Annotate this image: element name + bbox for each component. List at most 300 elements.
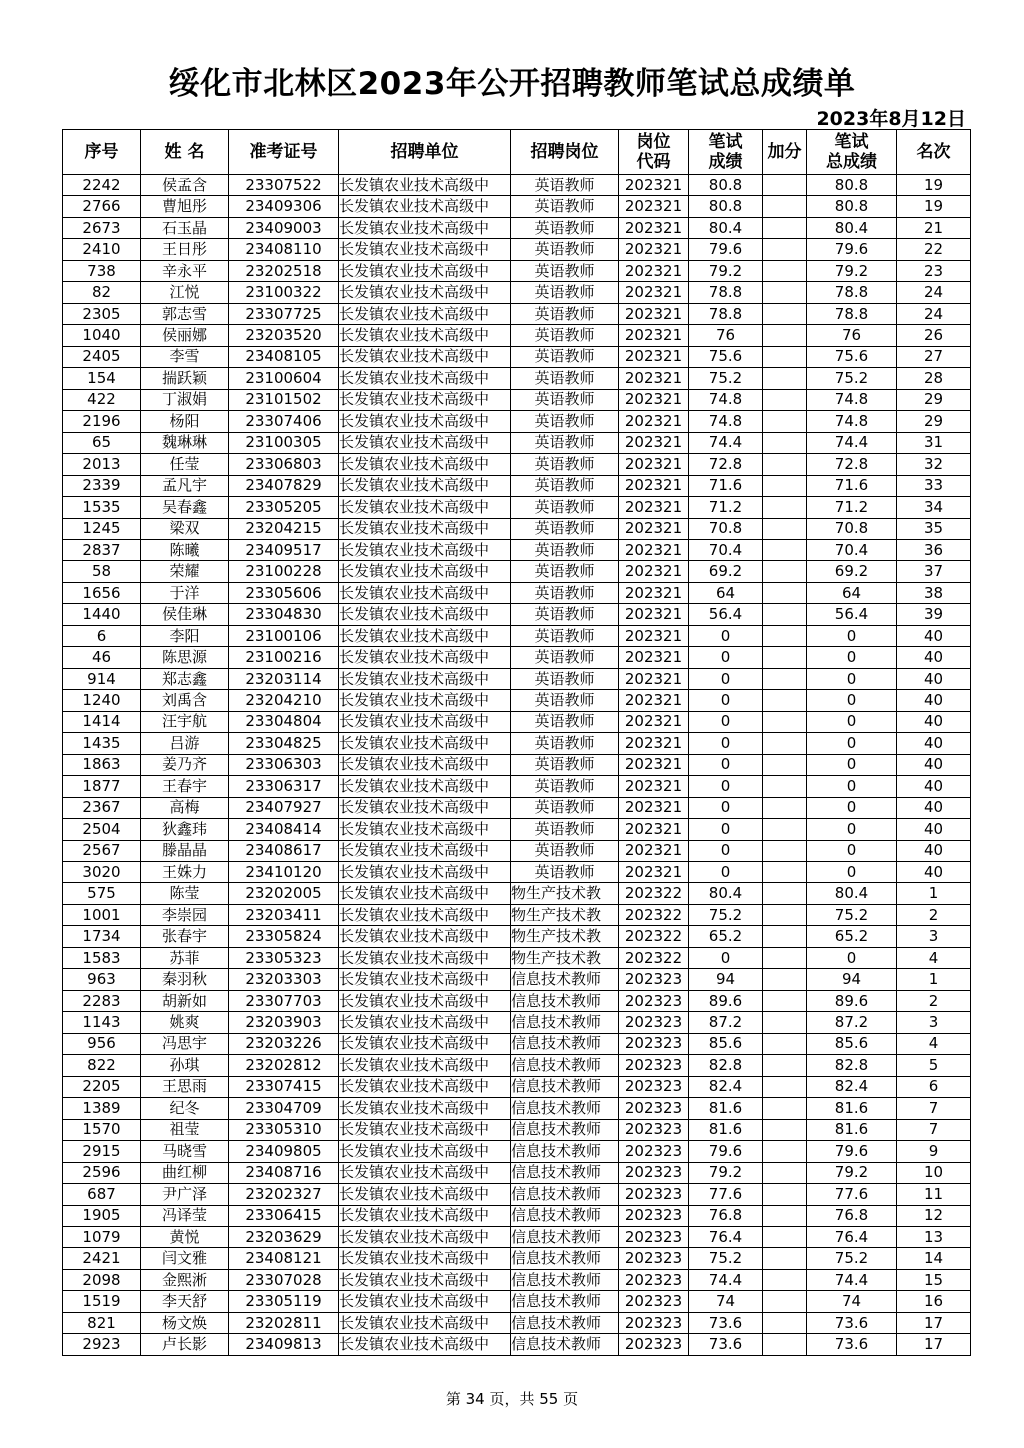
col-rank-cell: 17 — [897, 1334, 971, 1355]
col-total-score-cell: 64 — [807, 582, 897, 603]
col-unit-cell: 长发镇农业技术高级中 — [339, 561, 511, 582]
col-exam-id-cell: 23407829 — [229, 475, 339, 496]
table-header-row — [63, 130, 971, 175]
col-exam-id-cell: 23203903 — [229, 1012, 339, 1033]
col-bonus-cell — [763, 518, 807, 539]
col-name-cell: 马晓雪 — [141, 1141, 229, 1162]
col-total-score-cell: 0 — [807, 776, 897, 797]
col-name-cell: 冯思宇 — [141, 1033, 229, 1054]
col-rank-cell: 7 — [897, 1119, 971, 1140]
col-exam-id-cell: 23100216 — [229, 647, 339, 668]
col-rank-cell: 24 — [897, 282, 971, 303]
col-name-cell: 孙琪 — [141, 1055, 229, 1076]
col-total-score-cell: 0 — [807, 733, 897, 754]
col-exam-id-cell: 23304709 — [229, 1098, 339, 1119]
col-rank-cell: 17 — [897, 1312, 971, 1333]
col-written-score-cell: 71.6 — [689, 475, 763, 496]
col-post-code-cell: 202321 — [619, 518, 689, 539]
col-serial-cell: 956 — [63, 1033, 141, 1054]
col-exam-id-cell: 23305824 — [229, 926, 339, 947]
col-written-score-cell: 82.8 — [689, 1055, 763, 1076]
col-bonus-cell — [763, 1119, 807, 1140]
col-name-cell: 侯孟含 — [141, 175, 229, 196]
col-rank-cell: 4 — [897, 947, 971, 968]
col-exam-id-cell: 23307415 — [229, 1076, 339, 1097]
col-rank-cell: 9 — [897, 1141, 971, 1162]
col-post-code-cell: 202321 — [619, 625, 689, 646]
col-post-cell: 信息技术教师 — [511, 1291, 619, 1312]
col-serial-cell: 2923 — [63, 1334, 141, 1355]
col-serial-cell: 1143 — [63, 1012, 141, 1033]
col-unit-cell: 长发镇农业技术高级中 — [339, 690, 511, 711]
col-name-cell: 侯丽娜 — [141, 325, 229, 346]
col-unit-cell: 长发镇农业技术高级中 — [339, 1076, 511, 1097]
col-bonus-cell — [763, 1248, 807, 1269]
col-post-cell: 信息技术教师 — [511, 1312, 619, 1333]
col-serial-cell: 2205 — [63, 1076, 141, 1097]
header-col-bonus: 加分 — [763, 130, 807, 175]
col-bonus-cell — [763, 733, 807, 754]
col-exam-id-cell: 23203114 — [229, 668, 339, 689]
col-serial-cell: 3020 — [63, 862, 141, 883]
col-exam-id-cell: 23307406 — [229, 411, 339, 432]
col-bonus-cell — [763, 990, 807, 1011]
col-name-cell: 姚爽 — [141, 1012, 229, 1033]
col-bonus-cell — [763, 840, 807, 861]
col-serial-cell: 822 — [63, 1055, 141, 1076]
header-col-post-code: 岗位 代码 — [619, 130, 689, 175]
col-post-code-cell: 202321 — [619, 389, 689, 410]
col-serial-cell: 1001 — [63, 904, 141, 925]
col-total-score-cell: 74 — [807, 1291, 897, 1312]
col-bonus-cell — [763, 411, 807, 432]
col-unit-cell: 长发镇农业技术高级中 — [339, 389, 511, 410]
col-post-cell: 英语教师 — [511, 711, 619, 732]
table-row — [63, 303, 971, 324]
col-unit-cell: 长发镇农业技术高级中 — [339, 175, 511, 196]
col-rank-cell: 40 — [897, 862, 971, 883]
col-unit-cell: 长发镇农业技术高级中 — [339, 282, 511, 303]
col-post-code-cell: 202323 — [619, 1055, 689, 1076]
col-bonus-cell — [763, 260, 807, 281]
table-row — [63, 1119, 971, 1140]
col-exam-id-cell: 23204215 — [229, 518, 339, 539]
col-bonus-cell — [763, 754, 807, 775]
col-post-code-cell: 202321 — [619, 475, 689, 496]
col-total-score-cell: 71.2 — [807, 497, 897, 518]
table-row — [63, 497, 971, 518]
col-name-cell: 李雪 — [141, 346, 229, 367]
col-total-score-cell: 0 — [807, 754, 897, 775]
col-post-code-cell: 202321 — [619, 282, 689, 303]
col-exam-id-cell: 23409805 — [229, 1141, 339, 1162]
col-name-cell: 李阳 — [141, 625, 229, 646]
col-rank-cell: 35 — [897, 518, 971, 539]
col-bonus-cell — [763, 303, 807, 324]
col-post-code-cell: 202321 — [619, 862, 689, 883]
col-unit-cell: 长发镇农业技术高级中 — [339, 604, 511, 625]
col-written-score-cell: 81.6 — [689, 1098, 763, 1119]
report-date: 2023年8月12日 — [816, 108, 966, 130]
col-written-score-cell: 75.2 — [689, 904, 763, 925]
col-written-score-cell: 65.2 — [689, 926, 763, 947]
col-written-score-cell: 70.4 — [689, 539, 763, 560]
col-rank-cell: 40 — [897, 690, 971, 711]
col-total-score-cell: 79.6 — [807, 239, 897, 260]
col-post-code-cell: 202323 — [619, 1076, 689, 1097]
table-row — [63, 1162, 971, 1183]
col-name-cell: 胡新如 — [141, 990, 229, 1011]
col-serial-cell: 1389 — [63, 1098, 141, 1119]
col-total-score-cell: 74.8 — [807, 389, 897, 410]
col-post-code-cell: 202321 — [619, 260, 689, 281]
table-row — [63, 819, 971, 840]
col-post-code-cell: 202321 — [619, 561, 689, 582]
col-serial-cell: 58 — [63, 561, 141, 582]
col-serial-cell: 1905 — [63, 1205, 141, 1226]
col-post-cell: 信息技术教师 — [511, 1334, 619, 1355]
col-name-cell: 丁淑娟 — [141, 389, 229, 410]
col-rank-cell: 19 — [897, 196, 971, 217]
header-col-unit: 招聘单位 — [339, 130, 511, 175]
col-unit-cell: 长发镇农业技术高级中 — [339, 776, 511, 797]
col-total-score-cell: 75.2 — [807, 904, 897, 925]
col-rank-cell: 29 — [897, 411, 971, 432]
col-written-score-cell: 80.8 — [689, 175, 763, 196]
col-name-cell: 孟凡宇 — [141, 475, 229, 496]
table-row — [63, 776, 971, 797]
col-written-score-cell: 0 — [689, 668, 763, 689]
col-unit-cell: 长发镇农业技术高级中 — [339, 819, 511, 840]
col-exam-id-cell: 23202812 — [229, 1055, 339, 1076]
col-name-cell: 曹旭彤 — [141, 196, 229, 217]
col-serial-cell: 2837 — [63, 539, 141, 560]
table-row — [63, 990, 971, 1011]
col-bonus-cell — [763, 325, 807, 346]
col-exam-id-cell: 23203520 — [229, 325, 339, 346]
col-unit-cell: 长发镇农业技术高级中 — [339, 840, 511, 861]
col-total-score-cell: 0 — [807, 819, 897, 840]
col-post-code-cell: 202323 — [619, 1033, 689, 1054]
col-bonus-cell — [763, 904, 807, 925]
col-unit-cell: 长发镇农业技术高级中 — [339, 969, 511, 990]
col-post-cell: 信息技术教师 — [511, 990, 619, 1011]
col-post-code-cell: 202323 — [619, 1226, 689, 1247]
col-bonus-cell — [763, 668, 807, 689]
col-total-score-cell: 0 — [807, 690, 897, 711]
col-name-cell: 王春宇 — [141, 776, 229, 797]
table-row — [63, 947, 971, 968]
col-unit-cell: 长发镇农业技术高级中 — [339, 582, 511, 603]
table-row — [63, 647, 971, 668]
col-total-score-cell: 94 — [807, 969, 897, 990]
col-post-code-cell: 202321 — [619, 797, 689, 818]
col-unit-cell: 长发镇农业技术高级中 — [339, 497, 511, 518]
col-unit-cell: 长发镇农业技术高级中 — [339, 754, 511, 775]
col-written-score-cell: 78.8 — [689, 303, 763, 324]
col-name-cell: 王日彤 — [141, 239, 229, 260]
col-bonus-cell — [763, 196, 807, 217]
col-name-cell: 石玉晶 — [141, 217, 229, 238]
table-row — [63, 604, 971, 625]
col-rank-cell: 40 — [897, 797, 971, 818]
col-rank-cell: 40 — [897, 647, 971, 668]
col-unit-cell: 长发镇农业技术高级中 — [339, 711, 511, 732]
col-post-code-cell: 202321 — [619, 668, 689, 689]
col-post-cell: 信息技术教师 — [511, 1162, 619, 1183]
col-written-score-cell: 0 — [689, 819, 763, 840]
table-body — [63, 175, 971, 1356]
col-bonus-cell — [763, 690, 807, 711]
col-bonus-cell — [763, 282, 807, 303]
col-name-cell: 尹广泽 — [141, 1184, 229, 1205]
col-post-code-cell: 202322 — [619, 947, 689, 968]
table-row — [63, 475, 971, 496]
col-rank-cell: 27 — [897, 346, 971, 367]
col-total-score-cell: 74.8 — [807, 411, 897, 432]
col-written-score-cell: 0 — [689, 776, 763, 797]
col-post-cell: 英语教师 — [511, 840, 619, 861]
col-name-cell: 荣耀 — [141, 561, 229, 582]
col-rank-cell: 4 — [897, 1033, 971, 1054]
col-serial-cell: 422 — [63, 389, 141, 410]
col-total-score-cell: 75.2 — [807, 1248, 897, 1269]
col-bonus-cell — [763, 1076, 807, 1097]
col-rank-cell: 7 — [897, 1098, 971, 1119]
col-rank-cell: 40 — [897, 625, 971, 646]
col-serial-cell: 963 — [63, 969, 141, 990]
col-exam-id-cell: 23306303 — [229, 754, 339, 775]
col-name-cell: 汪宇航 — [141, 711, 229, 732]
col-serial-cell: 914 — [63, 668, 141, 689]
col-post-code-cell: 202323 — [619, 1012, 689, 1033]
col-serial-cell: 6 — [63, 625, 141, 646]
col-name-cell: 高梅 — [141, 797, 229, 818]
col-serial-cell: 2242 — [63, 175, 141, 196]
col-bonus-cell — [763, 969, 807, 990]
col-unit-cell: 长发镇农业技术高级中 — [339, 990, 511, 1011]
table-row — [63, 668, 971, 689]
col-total-score-cell: 56.4 — [807, 604, 897, 625]
col-post-cell: 英语教师 — [511, 625, 619, 646]
col-serial-cell: 2915 — [63, 1141, 141, 1162]
header-col-post: 招聘岗位 — [511, 130, 619, 175]
col-bonus-cell — [763, 625, 807, 646]
table-row — [63, 1205, 971, 1226]
col-name-cell: 曲红柳 — [141, 1162, 229, 1183]
col-written-score-cell: 0 — [689, 733, 763, 754]
col-exam-id-cell: 23202811 — [229, 1312, 339, 1333]
col-serial-cell: 2098 — [63, 1269, 141, 1290]
col-bonus-cell — [763, 947, 807, 968]
table-row — [63, 582, 971, 603]
table-row — [63, 217, 971, 238]
col-total-score-cell: 82.4 — [807, 1076, 897, 1097]
col-written-score-cell: 85.6 — [689, 1033, 763, 1054]
col-serial-cell: 154 — [63, 368, 141, 389]
col-total-score-cell: 74.4 — [807, 432, 897, 453]
col-bonus-cell — [763, 561, 807, 582]
col-written-score-cell: 74.4 — [689, 1269, 763, 1290]
table-row — [63, 239, 971, 260]
col-post-code-cell: 202321 — [619, 539, 689, 560]
col-unit-cell: 长发镇农业技术高级中 — [339, 346, 511, 367]
col-total-score-cell: 0 — [807, 797, 897, 818]
col-total-score-cell: 79.6 — [807, 1141, 897, 1162]
col-total-score-cell: 75.6 — [807, 346, 897, 367]
col-exam-id-cell: 23202518 — [229, 260, 339, 281]
col-rank-cell: 36 — [897, 539, 971, 560]
header-col-written-score: 笔试 成绩 — [689, 130, 763, 175]
col-post-code-cell: 202321 — [619, 411, 689, 432]
col-serial-cell: 1440 — [63, 604, 141, 625]
table-row — [63, 711, 971, 732]
col-bonus-cell — [763, 454, 807, 475]
col-rank-cell: 34 — [897, 497, 971, 518]
col-unit-cell: 长发镇农业技术高级中 — [339, 1291, 511, 1312]
col-total-score-cell: 71.6 — [807, 475, 897, 496]
col-name-cell: 祖莹 — [141, 1119, 229, 1140]
col-serial-cell: 1240 — [63, 690, 141, 711]
table-row — [63, 1055, 971, 1076]
col-post-code-cell: 202323 — [619, 1248, 689, 1269]
col-post-cell: 英语教师 — [511, 303, 619, 324]
table-row — [63, 1248, 971, 1269]
col-written-score-cell: 81.6 — [689, 1119, 763, 1140]
col-exam-id-cell: 23307522 — [229, 175, 339, 196]
col-written-score-cell: 79.2 — [689, 260, 763, 281]
col-total-score-cell: 89.6 — [807, 990, 897, 1011]
col-written-score-cell: 69.2 — [689, 561, 763, 582]
col-name-cell: 李天舒 — [141, 1291, 229, 1312]
col-rank-cell: 23 — [897, 260, 971, 281]
col-post-code-cell: 202322 — [619, 883, 689, 904]
col-written-score-cell: 89.6 — [689, 990, 763, 1011]
col-rank-cell: 19 — [897, 175, 971, 196]
col-name-cell: 任莹 — [141, 454, 229, 475]
col-written-score-cell: 80.4 — [689, 883, 763, 904]
col-exam-id-cell: 23410120 — [229, 862, 339, 883]
col-total-score-cell: 76.4 — [807, 1226, 897, 1247]
col-total-score-cell: 74.4 — [807, 1269, 897, 1290]
col-exam-id-cell: 23307703 — [229, 990, 339, 1011]
col-exam-id-cell: 23305323 — [229, 947, 339, 968]
col-post-code-cell: 202323 — [619, 1291, 689, 1312]
col-total-score-cell: 70.4 — [807, 539, 897, 560]
col-exam-id-cell: 23203303 — [229, 969, 339, 990]
col-serial-cell: 2405 — [63, 346, 141, 367]
col-total-score-cell: 81.6 — [807, 1119, 897, 1140]
col-total-score-cell: 80.8 — [807, 196, 897, 217]
col-post-cell: 英语教师 — [511, 411, 619, 432]
col-post-code-cell: 202323 — [619, 1184, 689, 1205]
col-rank-cell: 40 — [897, 819, 971, 840]
col-unit-cell: 长发镇农业技术高级中 — [339, 883, 511, 904]
col-bonus-cell — [763, 1312, 807, 1333]
col-unit-cell: 长发镇农业技术高级中 — [339, 1334, 511, 1355]
col-post-cell: 英语教师 — [511, 690, 619, 711]
col-rank-cell: 3 — [897, 1012, 971, 1033]
col-post-cell: 物生产技术教 — [511, 883, 619, 904]
col-name-cell: 金熙淅 — [141, 1269, 229, 1290]
col-bonus-cell — [763, 819, 807, 840]
score-table — [62, 129, 971, 1356]
col-exam-id-cell: 23409517 — [229, 539, 339, 560]
col-post-cell: 英语教师 — [511, 368, 619, 389]
col-unit-cell: 长发镇农业技术高级中 — [339, 1269, 511, 1290]
col-written-score-cell: 87.2 — [689, 1012, 763, 1033]
col-written-score-cell: 75.2 — [689, 368, 763, 389]
col-exam-id-cell: 23408414 — [229, 819, 339, 840]
col-serial-cell: 2283 — [63, 990, 141, 1011]
col-post-code-cell: 202321 — [619, 733, 689, 754]
col-unit-cell: 长发镇农业技术高级中 — [339, 1184, 511, 1205]
col-serial-cell: 1519 — [63, 1291, 141, 1312]
col-written-score-cell: 71.2 — [689, 497, 763, 518]
table-row — [63, 883, 971, 904]
col-post-code-cell: 202321 — [619, 432, 689, 453]
col-serial-cell: 1535 — [63, 497, 141, 518]
col-rank-cell: 26 — [897, 325, 971, 346]
col-post-cell: 英语教师 — [511, 282, 619, 303]
col-bonus-cell — [763, 1055, 807, 1076]
col-exam-id-cell: 23100228 — [229, 561, 339, 582]
col-serial-cell: 738 — [63, 260, 141, 281]
col-name-cell: 苏菲 — [141, 947, 229, 968]
col-post-cell: 英语教师 — [511, 196, 619, 217]
col-serial-cell: 2410 — [63, 239, 141, 260]
col-written-score-cell: 0 — [689, 711, 763, 732]
col-rank-cell: 37 — [897, 561, 971, 582]
col-rank-cell: 2 — [897, 904, 971, 925]
col-serial-cell: 1863 — [63, 754, 141, 775]
col-post-code-cell: 202321 — [619, 497, 689, 518]
col-rank-cell: 40 — [897, 668, 971, 689]
col-rank-cell: 40 — [897, 733, 971, 754]
col-unit-cell: 长发镇农业技术高级中 — [339, 260, 511, 281]
col-total-score-cell: 80.4 — [807, 883, 897, 904]
col-unit-cell: 长发镇农业技术高级中 — [339, 926, 511, 947]
col-name-cell: 杨文焕 — [141, 1312, 229, 1333]
col-written-score-cell: 0 — [689, 947, 763, 968]
col-total-score-cell: 0 — [807, 647, 897, 668]
col-serial-cell: 2421 — [63, 1248, 141, 1269]
col-post-code-cell: 202321 — [619, 604, 689, 625]
col-unit-cell: 长发镇农业技术高级中 — [339, 797, 511, 818]
col-written-score-cell: 0 — [689, 625, 763, 646]
col-post-cell: 物生产技术教 — [511, 904, 619, 925]
col-bonus-cell — [763, 239, 807, 260]
table-row — [63, 518, 971, 539]
col-post-cell: 英语教师 — [511, 518, 619, 539]
col-rank-cell: 38 — [897, 582, 971, 603]
col-name-cell: 李崇园 — [141, 904, 229, 925]
col-exam-id-cell: 23304825 — [229, 733, 339, 754]
col-post-cell: 英语教师 — [511, 539, 619, 560]
col-unit-cell: 长发镇农业技术高级中 — [339, 862, 511, 883]
col-total-score-cell: 80.4 — [807, 217, 897, 238]
col-name-cell: 魏琳琳 — [141, 432, 229, 453]
col-rank-cell: 29 — [897, 389, 971, 410]
col-post-cell: 信息技术教师 — [511, 1226, 619, 1247]
col-rank-cell: 40 — [897, 754, 971, 775]
col-post-code-cell: 202321 — [619, 325, 689, 346]
col-total-score-cell: 78.8 — [807, 303, 897, 324]
col-written-score-cell: 0 — [689, 840, 763, 861]
col-rank-cell: 5 — [897, 1055, 971, 1076]
col-exam-id-cell: 23100604 — [229, 368, 339, 389]
col-written-score-cell: 74.8 — [689, 389, 763, 410]
